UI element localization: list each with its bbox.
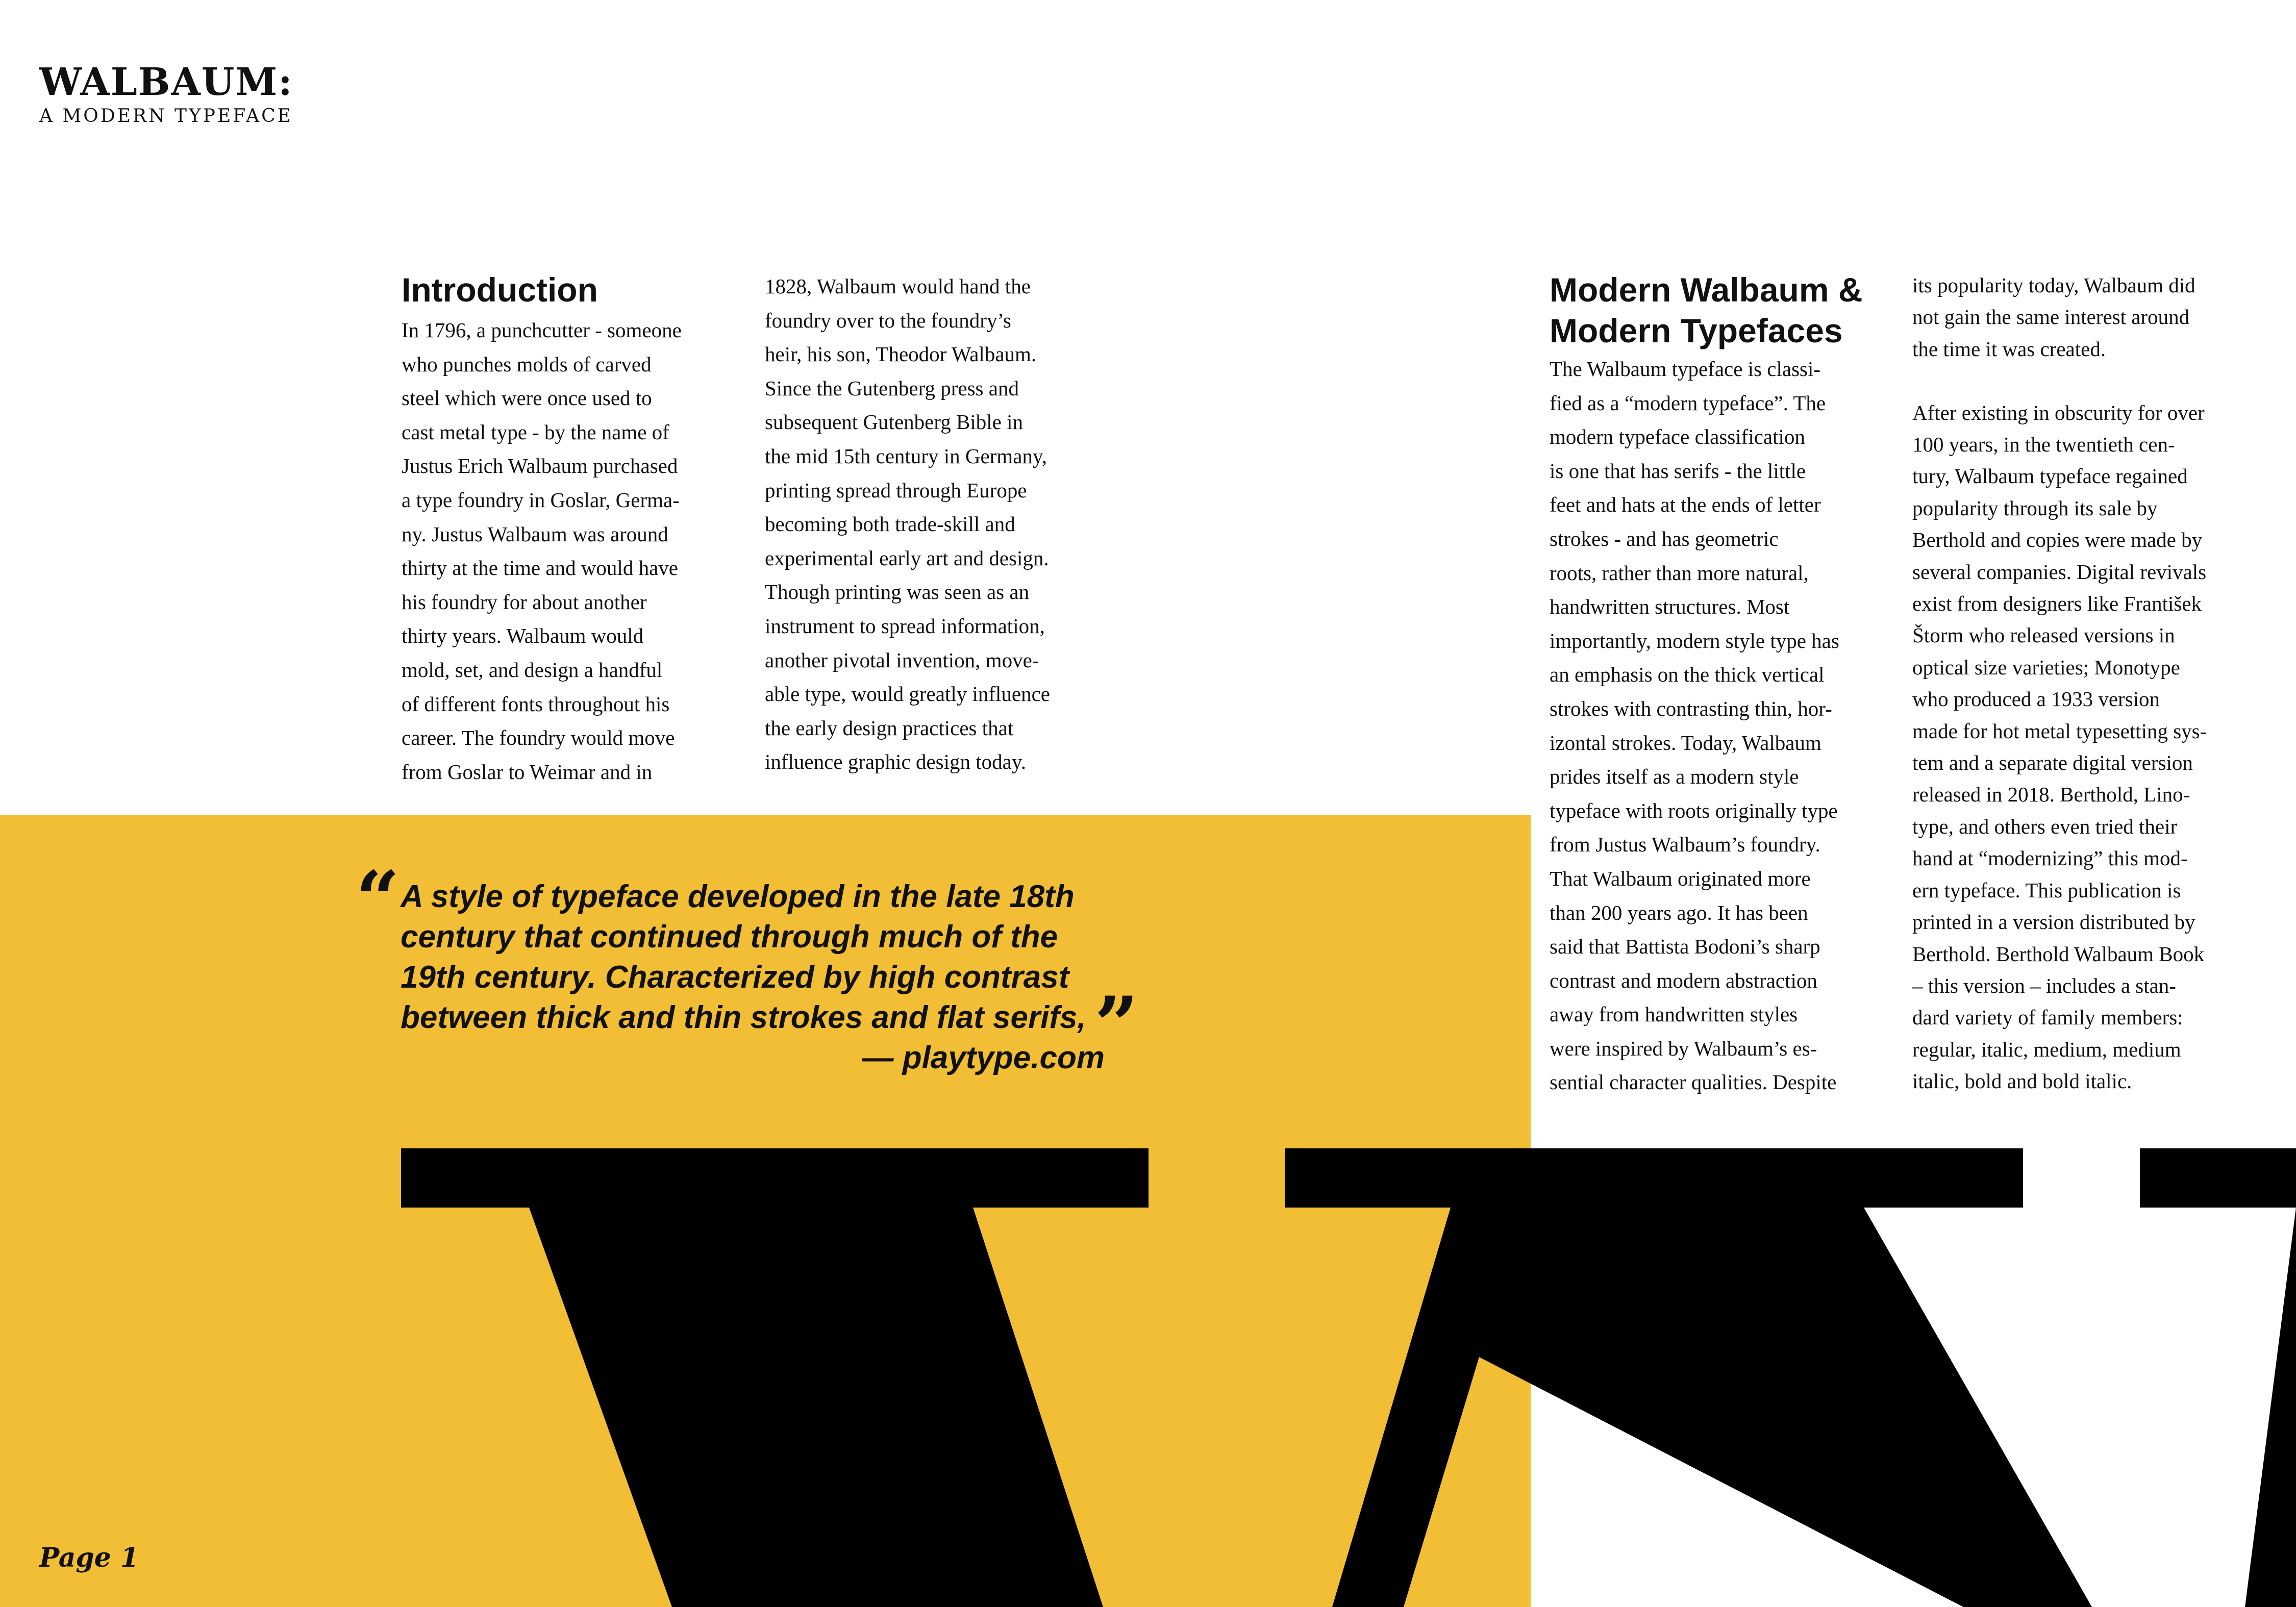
w-top-serif-middle [1285, 1148, 2023, 1208]
masthead-title: WALBAUM: [39, 60, 293, 104]
w-inner-strokes [1332, 1208, 2092, 1607]
text-line: mold, set, and design a handful [402, 658, 663, 682]
page-number: Page 1 [39, 1542, 139, 1573]
text-line: experimental early art and design. [765, 546, 1049, 570]
text-line: Justus Erich Walbaum purchased [402, 454, 678, 478]
text-line: influence graphic design today. [765, 750, 1026, 774]
open-quote-mark: “ [356, 855, 400, 944]
quote-line: century that continued through much of the [401, 919, 1058, 955]
text-line: from Goslar to Weimar and in [402, 760, 653, 784]
modern-column-1 [1550, 352, 1907, 1099]
text-line: typeface with roots originally type [1550, 798, 1838, 822]
text-line: a type foundry in Goslar, Germa- [402, 488, 680, 512]
text-line: 100 years, in the twentieth cen- [1912, 433, 2175, 457]
modern-column-2 [1912, 269, 2290, 1097]
text-line: the early design practices that [765, 716, 1014, 740]
introduction-column-2 [765, 269, 1122, 779]
text-line: its popularity today, Walbaum did [1912, 273, 2195, 297]
text-line: ern typeface. This publication is [1912, 878, 2181, 902]
pull-quote [401, 876, 1105, 1078]
text-line: contrast and modern abstraction [1550, 968, 1817, 992]
text-line: foundry over to the foundry’s [765, 308, 1011, 332]
text-line: dard variety of family members: [1912, 1006, 2183, 1030]
quote-source: — playtype.com [862, 1040, 1105, 1075]
text-line: another pivotal invention, move- [765, 648, 1039, 672]
close-quote-mark: ” [1094, 980, 1139, 1070]
text-line: career. The foundry would move [402, 726, 675, 750]
text-line: tury, Walbaum typeface regained [1912, 464, 2188, 488]
text-line: strokes - and has geometric [1550, 526, 1779, 550]
text-line: optical size varieties; Monotype [1912, 655, 2180, 679]
text-line: cast metal type - by the name of [402, 420, 669, 444]
text-line: of different fonts throughout his [402, 692, 670, 716]
w-top-serif-left [401, 1148, 1149, 1208]
text-line: The Walbaum typeface is classi- [1550, 357, 1821, 381]
text-line: thirty years. Walbaum would [402, 624, 644, 648]
modern-heading [1550, 269, 1907, 351]
text-line: away from handwritten styles [1550, 1002, 1798, 1026]
text-line: tem and a separate digital version [1912, 751, 2193, 775]
text-line: than 200 years ago. It has been [1550, 900, 1808, 924]
text-line: is one that has serifs - the little [1550, 459, 1806, 483]
text-line: sential character qualities. Despite [1550, 1070, 1837, 1094]
text-line: Though printing was seen as an [765, 580, 1030, 604]
text-line: exist from designers like František [1912, 592, 2202, 616]
text-line: regular, italic, medium, medium [1912, 1037, 2181, 1061]
text-line: becoming both trade-skill and [765, 512, 1015, 536]
introduction-column-1 [402, 313, 748, 789]
text-line: popularity through its sale by [1912, 496, 2158, 520]
quote-line: A style of typeface developed in the late 18th [401, 879, 1075, 914]
text-line: steel which were once used to [402, 386, 652, 410]
text-line: who produced a 1933 version [1912, 687, 2160, 711]
text-line: That Walbaum originated more [1550, 866, 1811, 890]
text-line: After existing in obscurity for over [1912, 400, 2205, 424]
text-line: In 1796, a punchcutter - someone [402, 318, 682, 342]
text-line: Štorm who released versions in [1912, 623, 2175, 647]
text-line: – this version – includes a stan- [1912, 973, 2176, 997]
text-line: subsequent Gutenberg Bible in [765, 410, 1023, 434]
text-line: italic, bold and bold italic. [1912, 1069, 2132, 1093]
text-line: instrument to spread information, [765, 614, 1045, 638]
text-line: released in 2018. Berthold, Lino- [1912, 783, 2190, 807]
text-line: fied as a “modern typeface”. The [1550, 391, 1826, 415]
text-line: roots, rather than more natural, [1550, 561, 1809, 585]
text-line: thirty at the time and would have [402, 556, 678, 580]
paragraph-spacer [1912, 365, 2290, 396]
text-line: importantly, modern style type has [1550, 629, 1839, 652]
w-left-thick-stroke [529, 1208, 1103, 1607]
text-line: Berthold. Berthold Walbaum Book [1912, 942, 2205, 966]
text-line: izontal strokes. Today, Walbaum [1550, 731, 1821, 755]
text-line: the mid 15th century in Germany, [765, 444, 1047, 468]
text-line: type, and others even tried their [1912, 814, 2178, 838]
quote-line: between thick and thin strokes and flat serifs, [401, 1000, 1086, 1035]
text-line: not gain the same interest around [1912, 305, 2190, 329]
text-line: printing spread through Europe [765, 478, 1027, 502]
introduction-heading: Introduction [402, 271, 598, 309]
text-line: Berthold and copies were made by [1912, 528, 2203, 552]
text-line: strokes with contrasting thin, hor- [1550, 696, 1832, 720]
text-line: Since the Gutenberg press and [765, 376, 1019, 400]
text-line: an emphasis on the thick vertical [1550, 663, 1825, 687]
text-line: the time it was created. [1912, 337, 2106, 361]
text-line: prides itself as a modern style [1550, 765, 1799, 789]
text-line: ny. Justus Walbaum was around [402, 522, 668, 546]
text-line: several companies. Digital revivals [1912, 560, 2207, 584]
text-line: said that Battista Bodoni’s sharp [1550, 935, 1820, 959]
text-line: able type, would greatly influence [765, 682, 1050, 706]
text-line: 1828, Walbaum would hand the [765, 274, 1031, 298]
w-right-outer-stroke [2245, 1208, 2296, 1607]
text-line: who punches molds of carved [402, 352, 652, 376]
w-top-serif-right [2140, 1148, 2296, 1208]
heading-line: Modern Walbaum & [1550, 271, 1863, 309]
text-line: printed in a version distributed by [1912, 910, 2195, 934]
text-line: his foundry for about another [402, 590, 647, 614]
masthead-subtitle: A MODERN TYPEFACE [39, 106, 293, 127]
text-line: handwritten structures. Most [1550, 595, 1790, 619]
text-line: feet and hats at the ends of letter [1550, 493, 1821, 517]
quote-line: 19th century. Characterized by high contrast [401, 960, 1069, 995]
text-line: from Justus Walbaum’s foundry. [1550, 833, 1820, 857]
text-line: made for hot metal typesetting sys- [1912, 719, 2207, 743]
text-line: hand at “modernizing” this mod- [1912, 846, 2188, 870]
text-line: heir, his son, Theodor Walbaum. [765, 342, 1037, 366]
heading-line: Modern Typefaces [1550, 312, 1843, 349]
text-line: were inspired by Walbaum’s es- [1550, 1036, 1817, 1060]
text-line: modern typeface classification [1550, 425, 1805, 449]
